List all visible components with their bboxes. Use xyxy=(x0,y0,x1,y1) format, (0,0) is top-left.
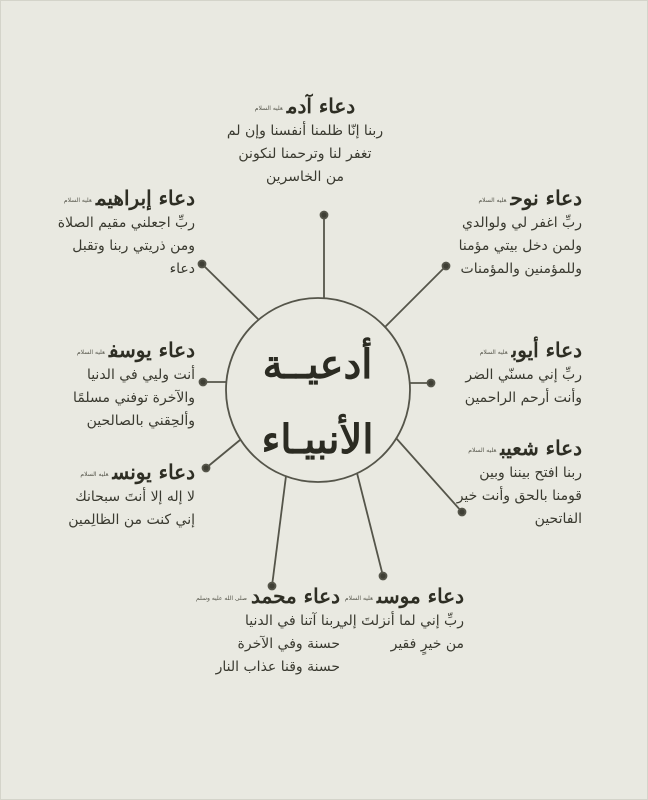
dua-ibrahim-line-1: ربِّ اجعلني مقيم الصلاة xyxy=(57,215,195,231)
spoke-musa xyxy=(357,473,387,580)
dua-muhammad-text xyxy=(160,610,340,679)
dua-nuh-line-1: ربِّ اغفر لي ولوالدي xyxy=(462,215,582,231)
dua-musa-text xyxy=(330,610,464,656)
dua-shuaib-header xyxy=(432,436,582,460)
dua-musa-honorific: عليه السلام xyxy=(344,595,373,602)
dua-ibrahim-line-3: دعاء xyxy=(169,261,195,277)
dua-adam-header xyxy=(225,94,385,118)
spoke-adam xyxy=(321,212,328,299)
dua-nuh-line-2: ولمن دخل بيتي مؤمنا xyxy=(458,238,582,254)
dua-yusuf-title: دعاء يوسف xyxy=(108,338,195,362)
dua-nuh-text xyxy=(432,212,582,281)
dua-adam-line-3: من الخاسرين xyxy=(265,169,345,185)
dua-yunus xyxy=(40,460,195,532)
center-title-line1: أدعيــة xyxy=(262,341,373,388)
dua-adam-line-1: ربنا إنّا ظلمنا أنفسنا وإن لم xyxy=(226,123,384,139)
dua-shuaib-line-3: الفاتحين xyxy=(534,511,582,527)
dua-nuh-title: دعاء نوح xyxy=(510,186,582,210)
dua-muhammad xyxy=(160,584,340,679)
dua-muhammad-line-3: حسنة وقنا عذاب النار xyxy=(215,659,340,675)
dua-musa xyxy=(330,584,464,656)
dua-ayyub-text xyxy=(432,364,582,410)
dua-nuh-line-3: وللمؤمنين والمؤمنات xyxy=(460,261,582,277)
dua-ayyub-honorific: عليه السلام xyxy=(479,349,508,356)
dua-muhammad-honorific: صلى الله عليه وسلم xyxy=(196,595,248,602)
dua-yunus-line-2: إني كنت من الظالِمين xyxy=(68,512,195,528)
dua-shuaib-line-1: ربنا افتح بيننا وبين xyxy=(479,465,582,481)
dua-shuaib-text xyxy=(432,462,582,531)
dua-ibrahim-honorific: عليه السلام xyxy=(63,197,92,204)
dua-adam-honorific: عليه السلام xyxy=(254,105,283,112)
dua-muhammad-line-2: حسنة وفي الآخرة xyxy=(237,636,340,652)
dua-muhammad-title: دعاء محمد xyxy=(251,584,340,608)
dua-ibrahim-text xyxy=(30,212,195,281)
dua-yunus-title: دعاء يونس xyxy=(112,460,195,484)
dua-ibrahim-title: دعاء إبراهيم xyxy=(95,186,195,210)
dua-adam-text xyxy=(225,120,385,189)
dua-yunus-text xyxy=(40,486,195,532)
dua-yusuf-line-1: أنت وليي في الدنيا xyxy=(86,367,195,383)
dua-adam xyxy=(225,94,385,189)
spoke-ayyub xyxy=(410,380,435,387)
dua-shuaib-title: دعاء شعيب xyxy=(500,436,582,460)
dua-ibrahim xyxy=(30,186,195,281)
dua-musa-title: دعاء موسى xyxy=(376,584,464,608)
dua-shuaib-line-2: قومنا بالحق وأنت خير xyxy=(456,488,582,504)
dua-yunus-honorific: عليه السلام xyxy=(80,471,109,478)
dua-yusuf-header xyxy=(40,338,195,362)
spoke-yusuf xyxy=(200,379,227,386)
center-title-line2: الأنبيـاء xyxy=(261,416,374,463)
dua-yusuf-line-2: والآخرة توفني مسلمًا xyxy=(73,390,195,406)
dua-ibrahim-header xyxy=(30,186,195,210)
dua-nuh-header xyxy=(432,186,582,210)
dua-musa-line-2: من خيرٍ فقير xyxy=(390,636,464,652)
dua-yusuf xyxy=(40,338,195,433)
dua-muhammad-header xyxy=(160,584,340,608)
dua-yusuf-text xyxy=(40,364,195,433)
dua-musa-line-1: ربِّ إني لما أنزلتَ إلي xyxy=(336,613,464,629)
dua-muhammad-line-1: ربنا آتنا في الدنيا xyxy=(244,613,340,629)
dua-yusuf-honorific: عليه السلام xyxy=(76,349,105,356)
spoke-ibrahim xyxy=(199,261,260,321)
dua-musa-header xyxy=(330,584,464,608)
spoke-muhammad xyxy=(269,476,287,590)
dua-adam-line-2: تغفر لنا وترحمنا لنكونن xyxy=(238,146,372,162)
dua-shuaib-honorific: عليه السلام xyxy=(468,447,497,454)
dua-yusuf-line-3: وألحِقني بالصالحين xyxy=(86,413,195,429)
dua-yunus-line-1: لا إله إلا أنتَ سبحانك xyxy=(75,489,195,505)
dua-ayyub-title: دعاء أيوب xyxy=(511,338,582,362)
dua-ayyub-header xyxy=(432,338,582,362)
dua-ayyub xyxy=(432,338,582,410)
dua-ibrahim-line-2: ومن ذريتي ربنا وتقبل xyxy=(72,238,195,254)
dua-ayyub-line-1: ربِّ إني مسنّي الضر xyxy=(465,367,582,383)
dua-ayyub-line-2: وأنت أرحم الراحمين xyxy=(464,390,582,406)
dua-adam-title: دعاء آدم xyxy=(286,94,356,118)
dua-shuaib xyxy=(432,436,582,531)
dua-yunus-header xyxy=(40,460,195,484)
dua-nuh xyxy=(432,186,582,281)
dua-nuh-honorific: عليه السلام xyxy=(478,197,507,204)
